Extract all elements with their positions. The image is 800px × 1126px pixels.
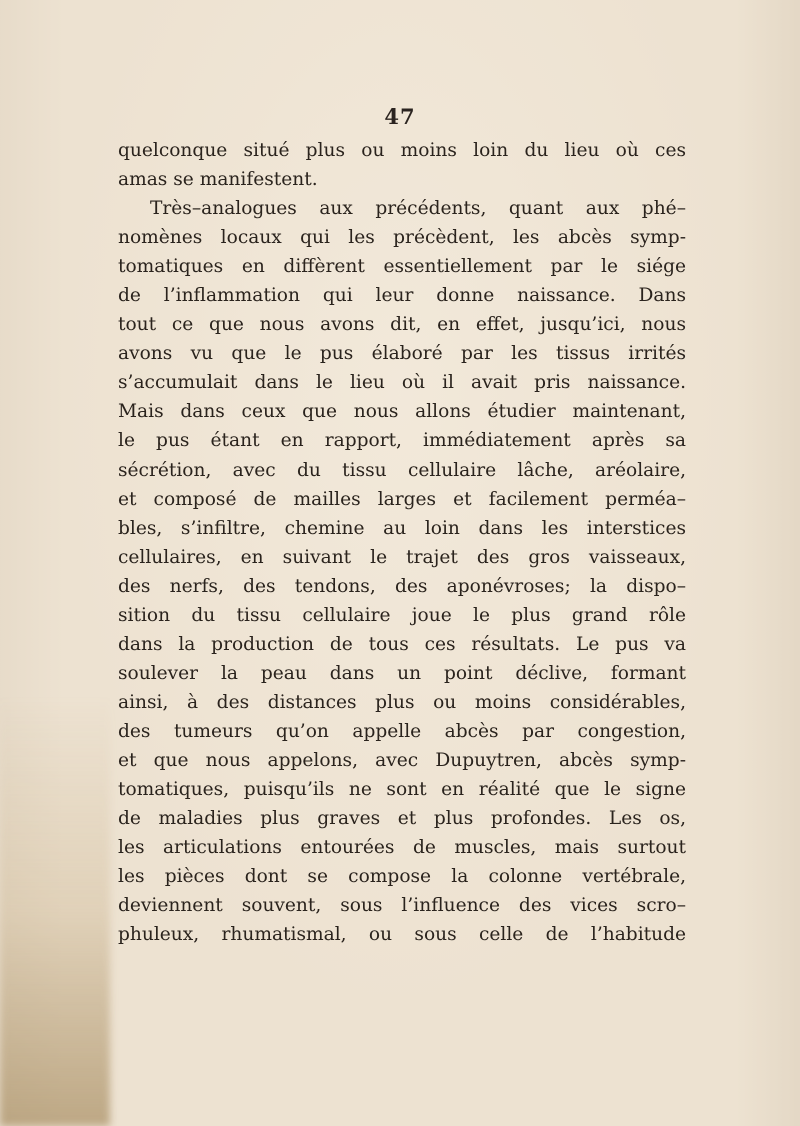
text-line: avons vu que le pus élaboré par les tissus irrités [118,343,686,365]
text-line: tout ce que nous avons dit, en effet, jusqu’ici, nous [118,314,686,336]
text-line: Très–analogues aux précédents, quant aux phé– [150,198,686,220]
text-line: les articulations entourées de muscles, mais surtout [118,837,686,859]
text-line: et que nous appelons, avec Dupuytren, abcès symp- [118,749,686,771]
text-line: dans la production de tous ces résultats. Le pus va [118,633,686,655]
text-line: bles, s’infiltre, chemine au loin dans les interstices [118,517,686,539]
text-line: de l’inflammation qui leur donne naissance. Dans [118,285,686,307]
page-number: 47 [384,104,416,129]
text-line: le pus étant en rapport, immédiatement après sa [118,430,686,452]
text-line: des nerfs, des tendons, des aponévroses; la dispo– [118,575,686,597]
text-line: soulever la peau dans un point déclive, formant [118,662,686,684]
text-line: de maladies plus graves et plus profondes. Les os, [118,808,686,830]
text-line: sécrétion, avec du tissu cellulaire lâche, aréolaire, [118,459,686,481]
text-line: des tumeurs qu’on appelle abcès par congestion, [118,720,686,742]
text-line: cellulaires, en suivant le trajet des gros vaisseaux, [118,546,686,568]
text-line: amas se manifestent. [118,169,318,191]
text-line: sition du tissu cellulaire joue le plus grand rôle [118,604,686,626]
text-line: phuleux, rhumatismal, ou sous celle de l’habitude [118,924,686,946]
text-line: nomènes locaux qui les précèdent, les abcès symp- [118,227,686,249]
text-line: deviennent souvent, sous l’influence des vices scro– [118,895,686,917]
text-line: ainsi, à des distances plus ou moins considérables, [118,691,686,713]
text-line: les pièces dont se compose la colonne vertébrale, [118,866,686,888]
text-line: et composé de mailles larges et facilement perméa– [118,488,686,510]
text-line: Mais dans ceux que nous allons étudier maintenant, [118,401,686,423]
text-line: quelconque situé plus ou moins loin du lieu où ces [118,140,686,161]
body-text [118,136,686,949]
text-line: tomatiques, puisqu’ils ne sont en réalité que le signe [118,779,686,801]
text-line: s’accumulait dans le lieu où il avait pris naissance. [118,372,686,394]
paper-stain [0,696,110,1126]
text-line: tomatiques en diffèrent essentiellement par le siége [118,256,686,278]
